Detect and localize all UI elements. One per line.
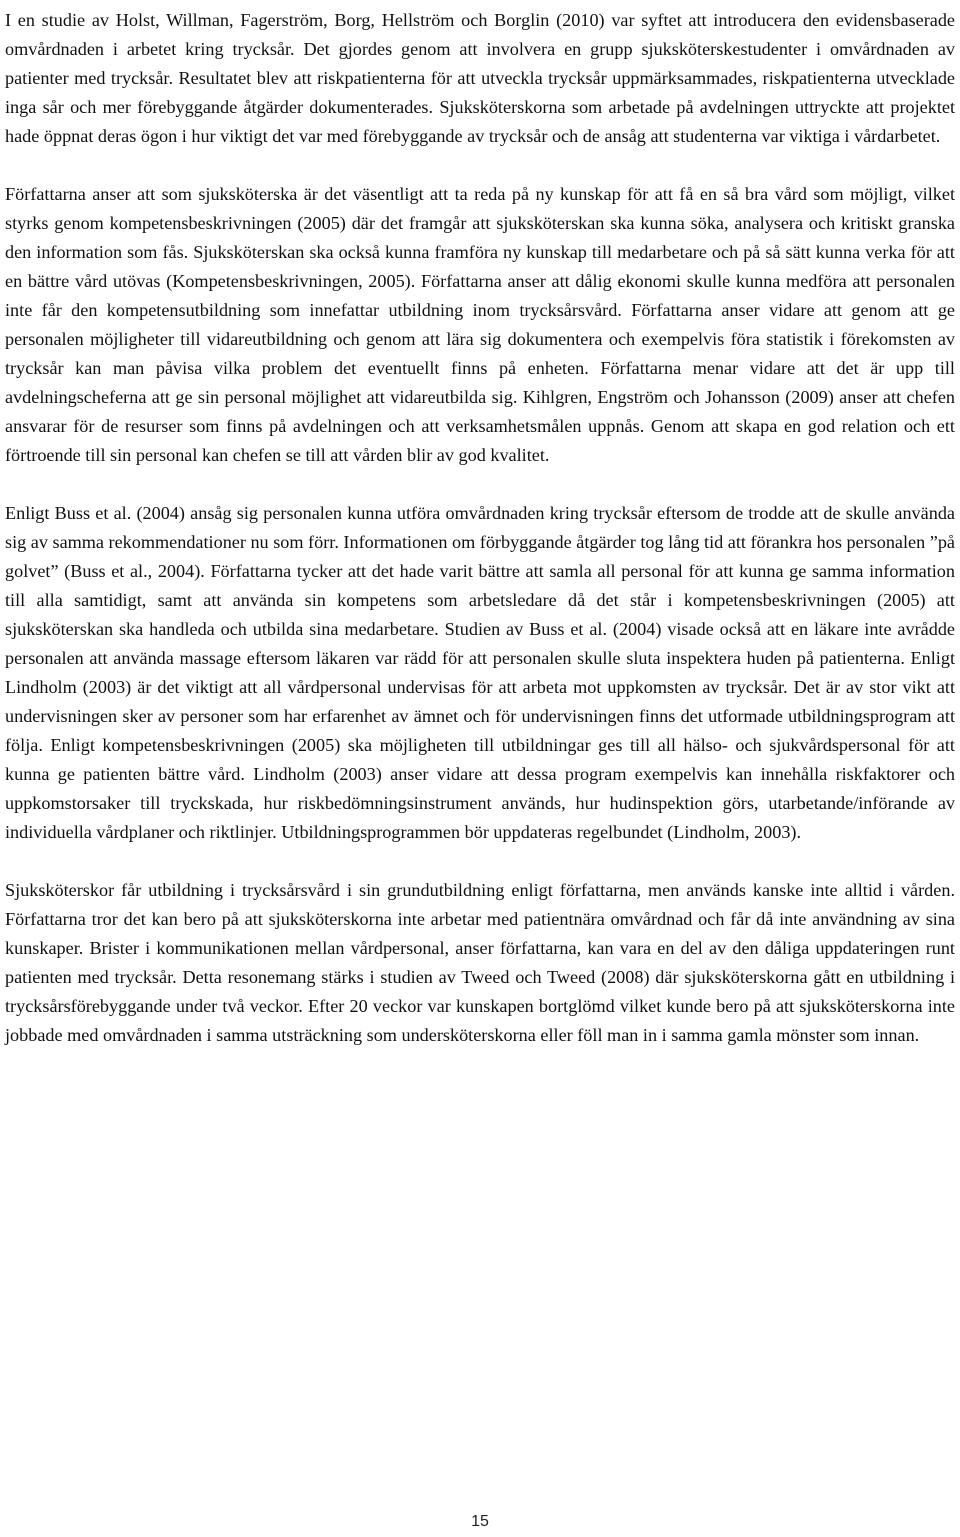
paragraph-buss-study: Enligt Buss et al. (2004) ansåg sig personalen kunna utföra omvårdnaden kring trycksår eftersom de trodde att de skulle använda sig av samma rekommendationer nu som förr. Informationen om förbyggande åtgärder tog lång tid att förankra hos personalen ”på golvet” (Buss et al., 2004). Författarna tycker att det hade varit bättre att samla all personal för att kunna ge samma information till alla samtidigt, samt att använda sin kompetens som arbetsledare då det står i kompetensbeskrivningen (2005) att sjuksköterskan ska handleda och utbilda sina medarbetare. Studien av Buss et al. (2004) visade också att en läkare inte avrådde personalen att använda massage eftersom läkaren var rädd för att personalen skulle sluta inspektera huden på patienterna. Enligt Lindholm (2003) är det viktigt att all vårdpersonal undervisas för att arbeta mot uppkomsten av trycksår. Det är av stor vikt att undervisningen sker av personer som har erfarenhet av ämnet och för undervisningen finns det utformade utbildningsprogram att följa. Enligt kompetensbeskrivningen (2005) ska möjligheten till utbildningar ges till all hälso- och sjukvårdspersonal för att kunna ge patienten bättre vård. Lindholm (2003) anser vidare att dessa program exempelvis kan innehålla riskfaktorer och uppkomstorsaker till tryckskada, hur riskbedömningsinstrument används, hur hudinspektion görs, utarbetande/införande av individuella vårdplaner och riktlinjer. Utbildningsprogrammen bör uppdateras regelbundet (Lindholm, 2003). bbox=[5, 503, 956, 842]
paragraph-holst-study: I en studie av Holst, Willman, Fagerström, Borg, Hellström och Borglin (2010) var syftet att introducera den evidensbaserade omvårdnaden i arbetet kring trycksår. Det gjordes genom att involvera en grupp sjuksköterskestudenter i omvårdnaden av patienter med trycksår. Resultatet blev att riskpatienterna för att utveckla trycksår uppmärksammades, riskpatienterna utvecklade inga sår och mer förebyggande åtgärder dokumenterades. Sjuksköterskorna som arbetade på avdelningen uttryckte att projektet hade öppnat deras ögon i hur viktigt det var med förebyggande av trycksår och de ansåg att studenterna var viktiga i vårdarbetet. bbox=[5, 10, 955, 146]
paragraph-competence: Författarna anser att som sjuksköterska är det väsentligt att ta reda på ny kunskap för att få en så bra vård som möjligt, vilket styrks genom kompetensbeskrivningen (2005) där det framgår att sjuksköterskan ska kunna söka, analysera och kritiskt granska den information som fås. Sjuksköterskan ska också kunna framföra ny kunskap till medarbetare och på så sätt kunna verka för att en bättre vård utövas (Kompetensbeskrivningen, 2005). Författarna anser att dålig ekonomi skulle kunna medföra att personalen inte får den kompetensutbildning som innefattar utbildning inom trycksårsvård. Författarna anser vidare att genom att ge personalen möjligheter till vidareutbildning och genom att lära sig dokumentera och exempelvis föra statistik i förekomsten av trycksår kan man påvisa vilka problem det eventuellt finns på enheten. Författarna menar vidare att det är upp till avdelningscheferna att ge sin personal möjlighet att vidareutbilda sig. Kihlgren, Engström och Johansson (2009) anser att chefen ansvarar för de resurser som finns på avdelningen och att verksamhetsmålen uppnås. Genom att skapa en god relation och ett förtroende till sin personal kan chefen se till att vården blir av god kvalitet. bbox=[5, 184, 955, 465]
paragraph-nurse-training: Sjuksköterskor får utbildning i trycksårsvård i sin grundutbildning enligt författarna, men används kanske inte alltid i vården. Författarna tror det kan bero på att sjuksköterskorna inte arbetar med patientnära omvårdnad och får då inte användning av sina kunskaper. Brister i kommunikationen mellan vårdpersonal, anser författarna, kan vara en del av den dåliga uppdateringen runt patienten med trycksår. Detta resonemang stärks i studien av Tweed och Tweed (2008) där sjuksköterskorna gått en utbildning i trycksårsförebyggande under två veckor. Efter 20 veckor var kunskapen bortglömd vilket kunde bero på att sjuksköterskorna inte jobbade med omvårdnaden i samma utsträckning som undersköterskorna eller föll man in i samma gamla mönster som innan. bbox=[5, 880, 955, 1045]
document-page bbox=[5, 6, 955, 1079]
page-number: 15 bbox=[471, 1513, 489, 1530]
